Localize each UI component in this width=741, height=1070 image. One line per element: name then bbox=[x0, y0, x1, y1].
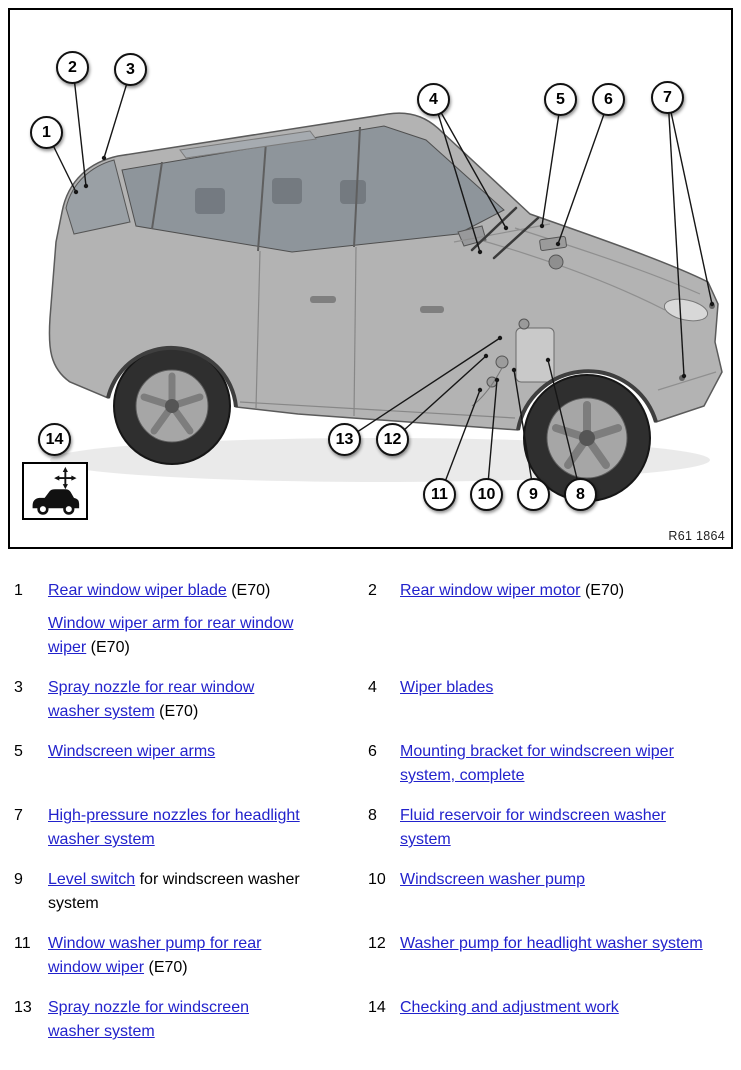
legend bbox=[14, 579, 741, 1044]
legend-plain-text: (E70) bbox=[86, 639, 130, 656]
legend-link-spray-nozzle-windscreen[interactable]: Spray nozzle for windscreen washer system bbox=[48, 999, 249, 1040]
legend-link-window-washer-pump-rear[interactable]: Window washer pump for rear window wiper bbox=[48, 935, 262, 976]
callout-8[interactable]: 8 bbox=[564, 478, 597, 511]
callout-14[interactable]: 14 bbox=[38, 423, 71, 456]
legend-entry bbox=[48, 804, 368, 852]
legend-number: 3 bbox=[14, 679, 23, 696]
legend-entry bbox=[400, 676, 713, 700]
legend-link-windscreen-wiper-arms[interactable]: Windscreen wiper arms bbox=[48, 743, 216, 760]
legend-entry bbox=[48, 579, 368, 660]
legend-link-high-pressure-nozzles[interactable]: High-pressure nozzles for headlight washer system bbox=[48, 807, 300, 848]
legend-link-fluid-reservoir[interactable]: Fluid reservoir for windscreen washer system bbox=[400, 807, 666, 848]
legend-entry bbox=[400, 868, 713, 892]
callout-9[interactable]: 9 bbox=[517, 478, 550, 511]
figure-frame bbox=[8, 8, 733, 549]
legend-entry bbox=[48, 996, 368, 1044]
legend-plain-text: (E70) bbox=[226, 582, 271, 599]
legend-plain-text: for windscreen washer system bbox=[48, 871, 300, 912]
legend-entry bbox=[48, 868, 368, 916]
rear-wheel bbox=[114, 348, 230, 464]
callout-6[interactable]: 6 bbox=[592, 83, 625, 116]
legend-number: 9 bbox=[14, 871, 23, 888]
legend-entry bbox=[400, 579, 713, 603]
callout-7[interactable]: 7 bbox=[651, 81, 684, 114]
legend-link-wiper-blades[interactable]: Wiper blades bbox=[400, 679, 494, 696]
legend-row bbox=[14, 740, 741, 788]
callout-2[interactable]: 2 bbox=[56, 51, 89, 84]
legend-row bbox=[14, 932, 741, 980]
legend-link-level-switch[interactable]: Level switch bbox=[48, 871, 136, 888]
legend-row bbox=[14, 676, 741, 724]
legend-entry bbox=[400, 932, 713, 956]
legend-link-mounting-bracket-wiper-system[interactable]: Mounting bracket for windscreen wiper system, complete bbox=[400, 743, 674, 784]
legend-link-rear-window-wiper-motor[interactable]: Rear window wiper motor bbox=[400, 582, 581, 599]
legend-number: 11 bbox=[14, 935, 31, 952]
callout-3[interactable]: 3 bbox=[114, 53, 147, 86]
figure-reference-code: R61 1864 bbox=[668, 529, 725, 543]
legend-entry bbox=[400, 996, 713, 1020]
legend-number: 1 bbox=[14, 582, 23, 599]
legend-entry bbox=[48, 740, 368, 764]
legend-entry bbox=[400, 804, 713, 852]
car-move-arrows-icon bbox=[26, 466, 84, 516]
legend-link-spray-nozzle-rear-window[interactable]: Spray nozzle for rear window washer system bbox=[48, 679, 255, 720]
legend-plain-text: (E70) bbox=[154, 703, 199, 720]
callout-5[interactable]: 5 bbox=[544, 83, 577, 116]
legend-link-rear-window-wiper-blade[interactable]: Rear window wiper blade bbox=[48, 582, 227, 599]
callout-1[interactable]: 1 bbox=[30, 116, 63, 149]
legend-number: 7 bbox=[14, 807, 23, 824]
legend-link-washer-pump-headlight[interactable]: Washer pump for headlight washer system bbox=[400, 935, 703, 952]
legend-entry bbox=[48, 676, 368, 724]
callout-13[interactable]: 13 bbox=[328, 423, 361, 456]
legend-row bbox=[14, 804, 741, 852]
legend-number: 13 bbox=[14, 999, 32, 1016]
legend-number: 10 bbox=[368, 871, 386, 888]
legend-number: 4 bbox=[368, 679, 377, 696]
legend-link-windscreen-washer-pump[interactable]: Windscreen washer pump bbox=[400, 871, 585, 888]
callout-10[interactable]: 10 bbox=[470, 478, 503, 511]
callout-12[interactable]: 12 bbox=[376, 423, 409, 456]
legend-row bbox=[14, 996, 741, 1044]
legend-plain-text: (E70) bbox=[144, 959, 188, 976]
legend-number: 2 bbox=[368, 582, 377, 599]
legend-link-checking-adjustment-work[interactable]: Checking and adjustment work bbox=[400, 999, 619, 1016]
legend-row bbox=[14, 579, 741, 660]
callout-11[interactable]: 11 bbox=[423, 478, 456, 511]
callout-4[interactable]: 4 bbox=[417, 83, 450, 116]
legend-plain-text: (E70) bbox=[580, 582, 625, 599]
legend-number: 12 bbox=[368, 935, 386, 952]
legend-number: 8 bbox=[368, 807, 377, 824]
adjustment-icon-box[interactable] bbox=[22, 462, 88, 520]
legend-number: 14 bbox=[368, 999, 386, 1016]
legend-row bbox=[14, 868, 741, 916]
legend-link-window-wiper-arm-rear[interactable]: Window wiper arm for rear window wiper bbox=[48, 615, 294, 656]
legend-entry bbox=[400, 740, 713, 788]
legend-number: 5 bbox=[14, 743, 23, 760]
legend-entry bbox=[48, 932, 368, 980]
legend-number: 6 bbox=[368, 743, 377, 760]
